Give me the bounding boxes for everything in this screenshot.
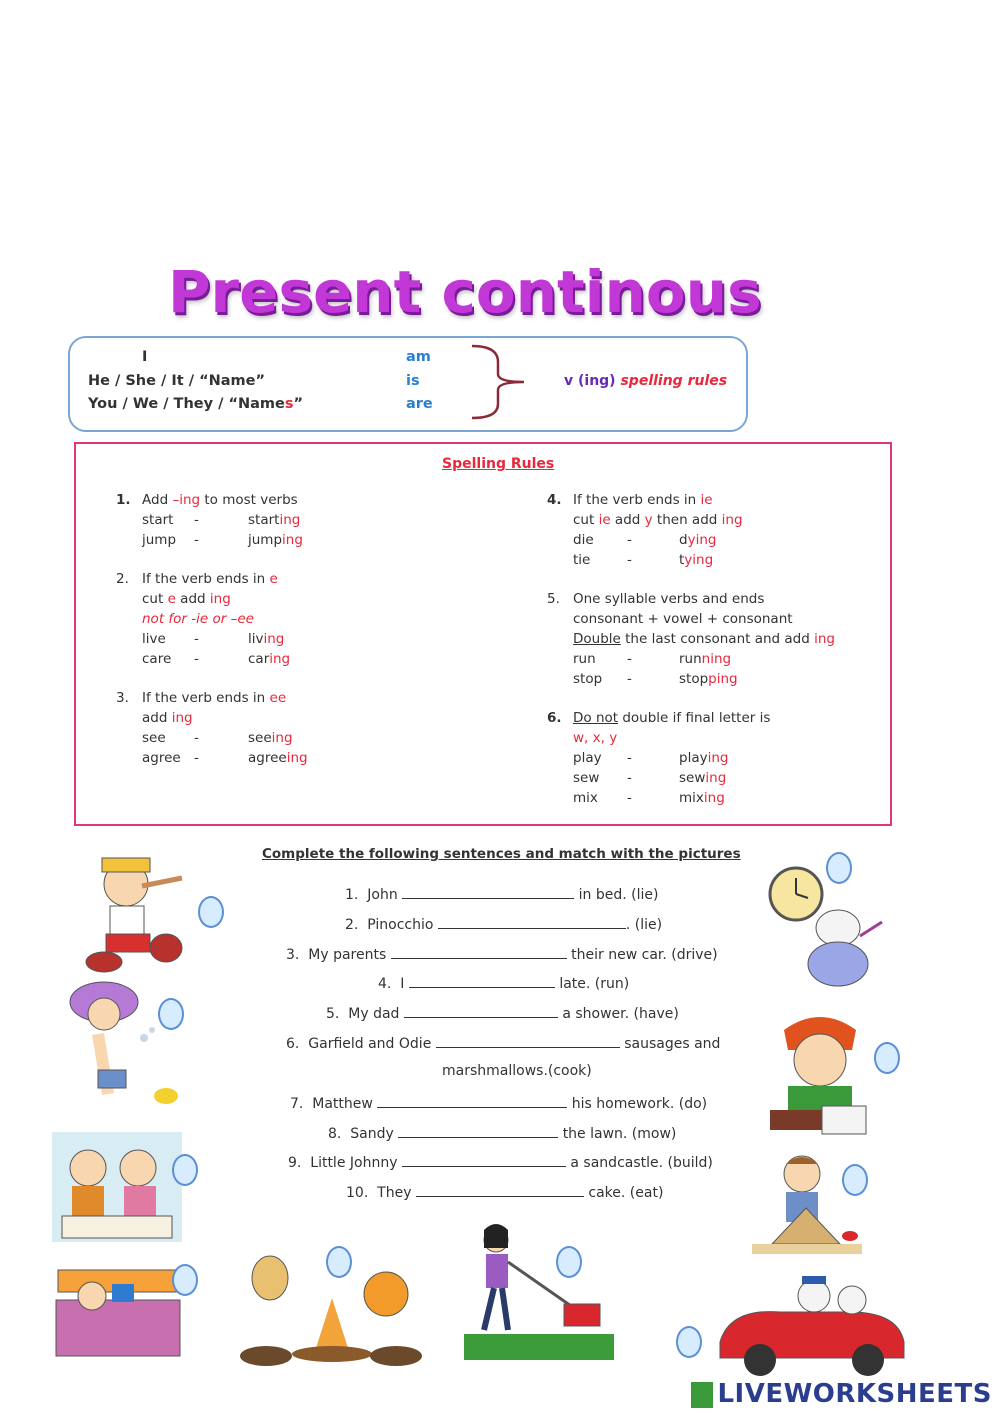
sentence-5: 5. My dad a shower. (have) <box>326 1003 679 1022</box>
match-circle-parents[interactable] <box>172 1154 198 1186</box>
donald-car-illustration <box>710 1272 910 1382</box>
brace-icon <box>468 344 528 420</box>
verb-is: is <box>406 373 420 389</box>
johnny-sandcastle-illustration <box>752 1150 862 1260</box>
answer-blank-5[interactable] <box>404 1003 558 1018</box>
liveworksheets-logo: LIVEWORKSHEETS <box>691 1379 992 1409</box>
answer-blank-4[interactable] <box>409 973 555 988</box>
verb-are: are <box>406 396 433 412</box>
rule-4: 4. If the verb ends in ie cut ie add y then add ing die - dying tie - tying <box>547 492 743 568</box>
match-circle-donald[interactable] <box>676 1326 702 1358</box>
exercise-heading: Complete the following sentences and match with the pictures <box>262 846 741 862</box>
sentence-6-cont: marshmallows.(cook) <box>442 1063 592 1079</box>
matthew-homework-illustration <box>760 1010 880 1140</box>
match-circle-johnny[interactable] <box>842 1164 868 1196</box>
subject-you-we-they: You / We / They / “Names” <box>88 396 304 412</box>
match-circle-dad[interactable] <box>158 998 184 1030</box>
sentence-1: 1. John in bed. (lie) <box>345 884 658 903</box>
match-circle-garfield[interactable] <box>326 1246 352 1278</box>
rule-2: 2. If the verb ends in e cut e add ing not for -ie or –ee live - living care - caring <box>116 571 291 667</box>
match-circle-pinocchio[interactable] <box>198 896 224 928</box>
sentence-7: 7. Matthew his homework. (do) <box>290 1093 707 1112</box>
answer-blank-9[interactable] <box>402 1152 566 1167</box>
sentence-3: 3. My parents their new car. (drive) <box>286 944 718 963</box>
page-title: Present continous <box>168 258 762 326</box>
spelling-rules-box <box>74 442 892 826</box>
answer-blank-1[interactable] <box>402 884 574 899</box>
answer-blank-6[interactable] <box>436 1033 620 1048</box>
verb-am: am <box>406 349 431 365</box>
logo-icon <box>691 1382 713 1408</box>
subject-he-she-it: He / She / It / “Name” <box>88 373 265 389</box>
answer-blank-8[interactable] <box>398 1123 558 1138</box>
dad-shower-illustration <box>48 974 188 1120</box>
pinocchio-illustration <box>56 848 196 976</box>
sandy-mowing-illustration <box>464 1218 614 1368</box>
sentence-8: 8. Sandy the lawn. (mow) <box>328 1123 676 1142</box>
spelling-rules-heading: Spelling Rules <box>442 456 555 472</box>
answer-blank-7[interactable] <box>377 1093 567 1108</box>
john-bed-illustration <box>52 1250 184 1370</box>
sentence-2: 2. Pinocchio . (lie) <box>345 914 662 933</box>
parents-cake-illustration <box>52 1132 182 1242</box>
rule-3: 3. If the verb ends in ee add ing see - seeing agree - agreeing <box>116 690 308 766</box>
rule-6: 6. Do not double if final letter is w, x, y play - playing sew - sewing mix - mixing <box>547 710 771 806</box>
answer-blank-10[interactable] <box>416 1182 584 1197</box>
sentence-10: 10. They cake. (eat) <box>346 1182 663 1201</box>
subject-verb-box <box>68 336 748 432</box>
sentence-6: 6. Garfield and Odie sausages and <box>286 1033 720 1052</box>
match-circle-john[interactable] <box>172 1264 198 1296</box>
match-circle-matthew[interactable] <box>874 1042 900 1074</box>
answer-blank-2[interactable] <box>438 914 626 929</box>
subject-i: I <box>142 349 148 365</box>
sentence-4: 4. I late. (run) <box>378 973 629 992</box>
sentence-9: 9. Little Johnny a sandcastle. (build) <box>288 1152 713 1171</box>
ing-rule-label: v (ing) spelling rules <box>564 373 728 389</box>
match-circle-rabbit[interactable] <box>826 852 852 884</box>
answer-blank-3[interactable] <box>391 944 567 959</box>
rule-1: 1. Add –ing to most verbs start - starting jump - jumping <box>116 492 303 548</box>
match-circle-sandy[interactable] <box>556 1246 582 1278</box>
rule-5: 5. One syllable verbs and ends consonant + vowel + consonant Double the last consonant and add ing run - running stop - stopping <box>547 591 836 687</box>
